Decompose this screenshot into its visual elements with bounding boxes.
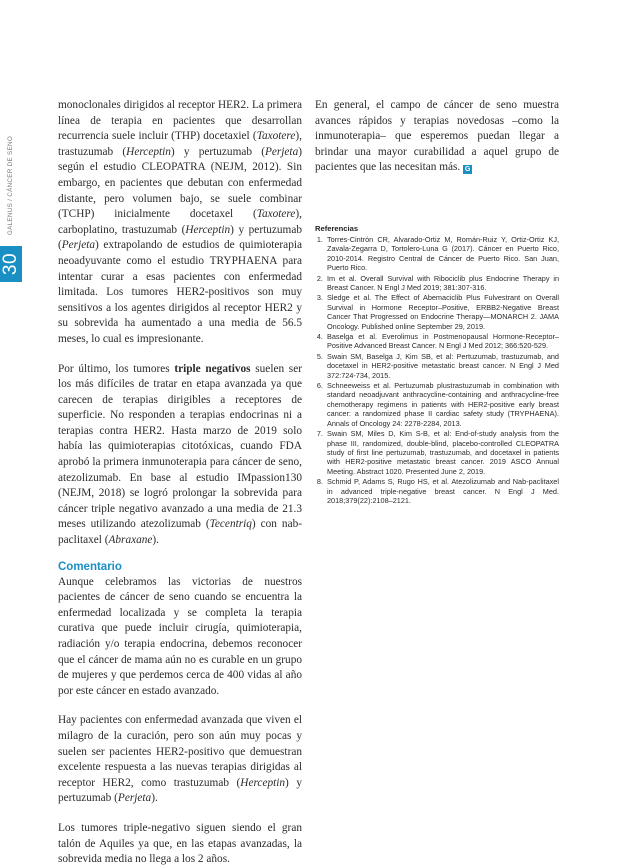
italic-run: Herceptin: [240, 776, 286, 789]
paragraph-advanced-disease: [58, 713, 302, 807]
text-run: ), trastuzumab (: [58, 130, 302, 158]
reference-item: 6. Schneeweiss et al. Pertuzumab plustrastuzumab in combination with standard neoadjuvant anthracycline-containing and anthracycline-free chemotherapy regimens in patients with HER2-positive early breast cancer: a randomized phase II cardiac safety study (TRYPHAENA). Annals of Oncology 24: 2278-2284, 2013.: [325, 381, 559, 428]
left-column: [58, 98, 302, 868]
text-run: Los tumores triple-negativo siguen siendo el gran talón de Aquiles ya que, en las etapas avanzadas, la sobrevida media no llega a los 2 años.: [58, 821, 302, 866]
conclusion-text: [315, 99, 559, 173]
text-run: ), carboplatino, trastuzumab (: [58, 208, 302, 236]
paragraph-achilles-heel: [58, 821, 302, 868]
italic-run: Taxotere: [256, 208, 296, 221]
text-run: Por último, los tumores: [58, 362, 175, 375]
text-run: ).: [152, 534, 160, 547]
references-list: [315, 235, 559, 505]
italic-run: Herceptin: [126, 145, 171, 158]
text-run: ) extrapolando de estudios de quimioterapia neoadyuvante como el estudio TRYPHAENA para intentar curar a esas pacientes con enfermedad limitada. Los tumores HER2-positivos son muy sensitivos a los agentes dirigidos al receptor HER2 y su sobrevida ha aumentado a una media de 56.5 meses, lo cual es impresionante.: [58, 239, 302, 345]
text-run: ) y pertuzumab (: [170, 145, 265, 158]
references-title: Referencias: [315, 223, 359, 233]
reference-item: 3. Sledge et al. The Effect of Abemaciclib Plus Fulvestrant on Overall Survival in Hormone Receptor–Positive, ERBB2-Negative Breast Cancer That Progressed on Endocrine Therapy—MONARCH 2. JAMA Oncology. Published online September 29, 2019.: [325, 293, 559, 331]
reference-item: 5. Swain SM, Baselga J, Kim SB, et al: Pertuzumab, trastuzumab, and docetaxel in HER2-positive metastatic breast cancer. N Engl J Med 372:724-734, 2015.: [325, 352, 559, 380]
page-number: 30: [0, 252, 22, 276]
italic-run: Perjeta: [117, 792, 152, 805]
italic-run: Tecentriq: [209, 518, 252, 531]
right-column: [315, 98, 559, 506]
text-run: ) y pertuzumab (: [58, 776, 302, 805]
italic-run: Perjeta: [264, 145, 299, 158]
reference-item: 2. Im et al. Overall Survival with Ribociclib plus Endocrine Therapy in Breast Cancer. N Engl J Med 2019; 381:307-316.: [325, 274, 559, 293]
reference-item: 1. Torres-Cintrón CR, Alvarado-Ortiz M, Román-Ruiz Y, Ortiz-Ortiz KJ, Zavala-Zegarra D, Tortolero-Luna G (2017). Cáncer en Puerto Rico, 2010-2014. Registro Central de Cáncer de Puerto Rico. San Juan, Puerto Rico.: [325, 235, 559, 273]
italic-run: Taxotere: [256, 130, 296, 143]
text-run: ) según el estudio CLEOPATRA (NEJM, 2012). Sin embargo, en pacientes que debutan con enfermedad distante, pero volumen bajo, se suele combinar (TCHP) inicialmente docetaxel (: [58, 145, 302, 221]
italic-run: Perjeta: [61, 239, 96, 252]
paragraph-comentario: [58, 575, 302, 700]
text-run: ).: [151, 792, 158, 805]
text-run: En general, el campo de cáncer de seno muestra avances rápidos y terapias novedosas –como la inmunoterapia– que esperemos puedan llegar a brindar una mayor curabilidad a aquel grupo de pacientes que las necesitan más.: [315, 99, 559, 174]
text-run: monoclonales dirigidos al receptor HER2. La primera línea de terapia en pacientes que desarrollan recurrencia suele incluir (THP) docetaxiel (: [58, 99, 302, 143]
text-run: Hay pacientes con enfermedad avanzada que viven el milagro de la curación, pero son aún muy pocas y suelen ser pacientes HER2-positivo que demuestran excelente respuesta a las nuevas terapias dirigidas al receptor HER2, como trastuzumab (: [58, 714, 302, 789]
comentario-heading: Comentario: [58, 560, 122, 573]
text-run: ) con nab-paclitaxel (: [58, 518, 302, 547]
paragraph-her2-therapy: [58, 98, 302, 348]
sidebar: [0, 0, 22, 802]
running-head-text: GALENUS / CÁNCER DE SENO: [7, 135, 15, 235]
paragraph-conclusion: [315, 98, 559, 176]
reference-item: 7. Swain SM, Miles D, Kim S-B, et al: End-of-study analysis from the phase III, randomized, double-blind, placebo-controlled CLEOPATRA study of first line pertuzumab, trastuzumab, and docetaxel in patients with HER2-positive metastatic breast cancer. 2019 ASCO Annual Meeting. Abstract 1020. Presented June 2, 2019.: [325, 429, 559, 476]
text-run: suelen ser los más difíciles de tratar en etapa avanzada ya que carecen de terapias dirigibles a receptores de superficie. No responden a terapias endocrinas ni a terapias contra HER2. Hasta marzo de 2019 solo había las quimioterapias citotóxicas, cuando FDA aprobó la primera inmunoterapia para cáncer de seno, atezolizumab. En base al estudio IMpassion130 (NEJM, 2018) se logró prolongar la sobrevida para cáncer triple negativo avanzado a una media de 21.3 meses utilizando atezolizumab (: [58, 362, 302, 531]
reference-item: 8. Schmid P, Adams S, Rugo HS, et al. Atezolizumab and Nab-paclitaxel in advanced triple-negative breast cancer. N Engl J Med. 2018;379(22):2108–2121.: [325, 477, 559, 505]
bold-run: triple negativos: [174, 362, 251, 375]
text-run: Aunque celebramos las victorias de nuestros pacientes de cáncer de seno cuando se encuentra la enfermedad localizada y se completa la terapia curativa que puede incluir cirugía, quimioterapia, radiación y/o terapia endocrina, debemos reconocer que el cáncer de mama aún no es curable en un grupo de mujeres y que perdemos cerca de 400 vidas al año por este cáncer en estado avanzado.: [58, 575, 302, 697]
italic-run: Herceptin: [185, 223, 231, 236]
italic-run: Abraxane: [108, 534, 153, 547]
text-run: ) y pertuzumab (: [58, 223, 302, 252]
end-of-article-mark: G: [464, 166, 471, 174]
reference-item: 4. Baselga et al. Everolimus in Postmenopausal Hormone-Receptor–Positive Advanced Breast Cancer. N Engl J Med 2012; 366:520-529.: [325, 332, 559, 351]
references-section: [315, 224, 559, 505]
paragraph-triple-negative: [58, 362, 302, 549]
page-number-tab: [0, 246, 22, 282]
running-head: [4, 130, 18, 240]
